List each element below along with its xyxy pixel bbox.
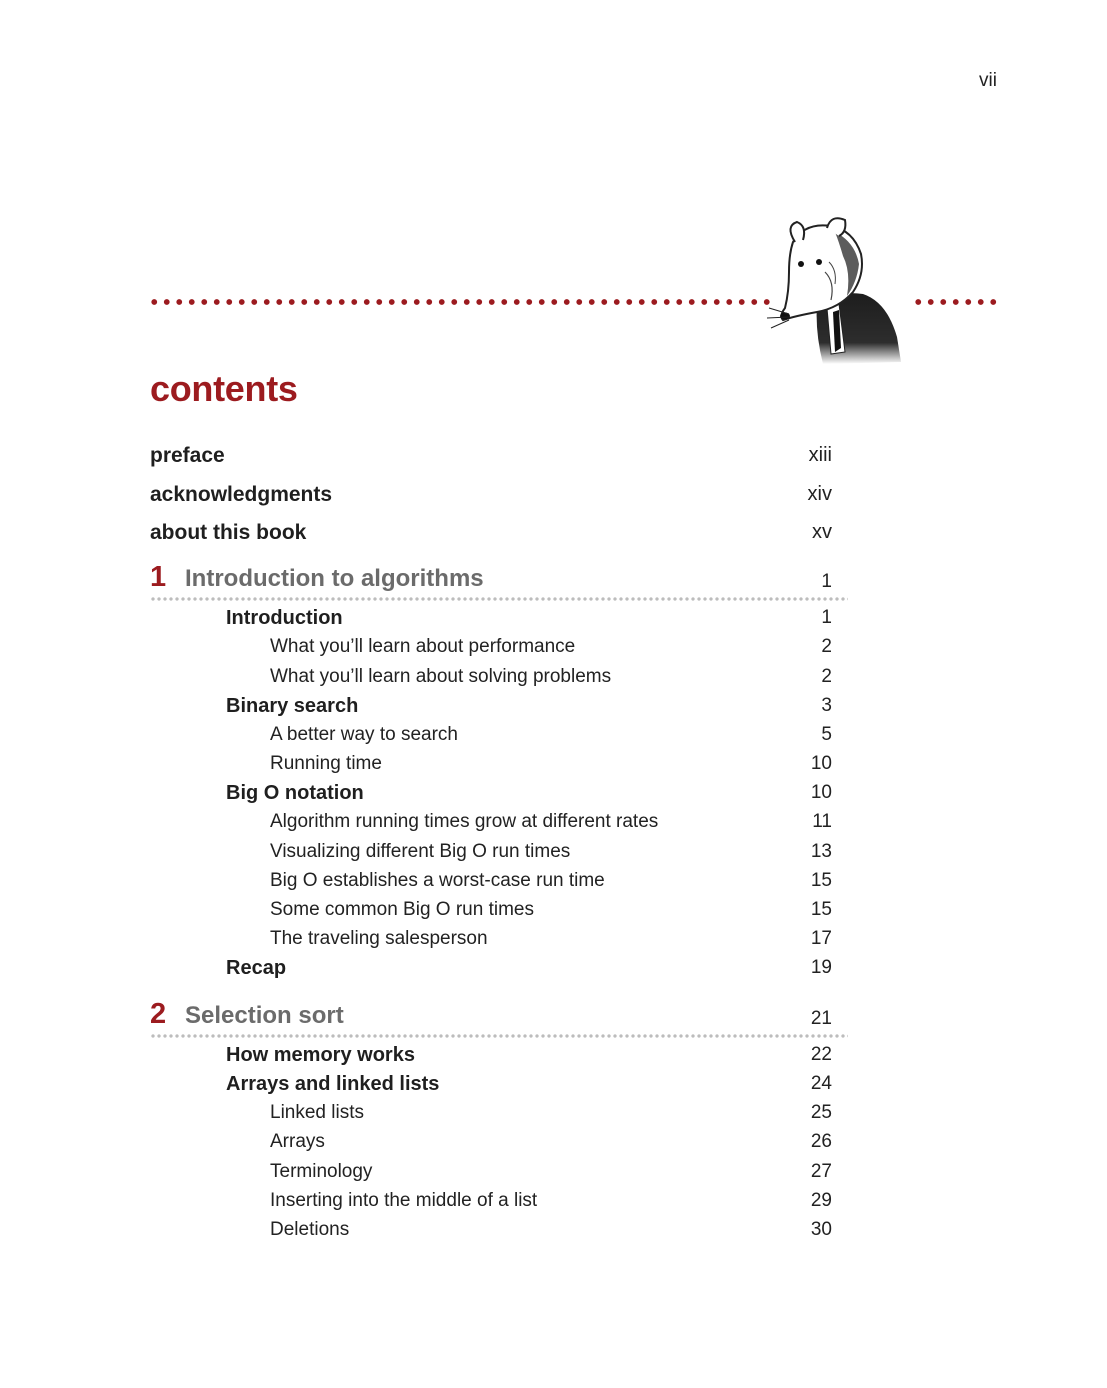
subsection-label: Running time	[270, 753, 382, 774]
section-page: 3	[821, 695, 832, 716]
toc-entry-label: about this book	[150, 521, 307, 544]
subsection-page: 2	[821, 666, 832, 687]
toc-section[interactable]	[0, 1071, 1107, 1101]
subsection-label: Linked lists	[270, 1102, 364, 1123]
subsection-label: Deletions	[270, 1219, 350, 1240]
subsection-page: 30	[810, 1219, 832, 1240]
subsection-label: Visualizing different Big O run times	[270, 841, 571, 862]
subsection-label: Algorithm running times grow at different rates	[270, 811, 659, 832]
toc-entry-page: xiii	[808, 444, 832, 466]
toc-subsection[interactable]	[0, 897, 1107, 927]
toc-subsection[interactable]	[0, 1188, 1107, 1218]
subsection-label: A better way to search	[270, 724, 458, 745]
chapter-page: 21	[810, 1008, 832, 1029]
toc-subsection[interactable]	[0, 664, 1107, 694]
toc-subsection[interactable]	[0, 839, 1107, 869]
toc-section[interactable]	[0, 955, 1107, 985]
section-label: Big O notation	[226, 782, 364, 804]
subsection-page: 13	[810, 841, 832, 862]
toc-entry-preface[interactable]	[0, 441, 1107, 471]
toc-subsection[interactable]	[0, 751, 1107, 781]
subsection-page: 2	[821, 636, 832, 657]
toc-section[interactable]	[0, 1042, 1107, 1072]
subsection-page: 5	[821, 724, 832, 745]
page-number: vii	[979, 70, 997, 91]
toc-subsection[interactable]	[0, 1100, 1107, 1130]
toc-entry-about-this-book[interactable]	[0, 518, 1107, 548]
subsection-page: 11	[812, 811, 832, 832]
section-label: Recap	[226, 957, 287, 979]
toc-subsection[interactable]	[0, 722, 1107, 752]
contents-heading: contents	[150, 368, 298, 409]
section-label: How memory works	[226, 1044, 415, 1066]
toc-subsection[interactable]	[0, 809, 1107, 839]
toc-subsection[interactable]	[0, 926, 1107, 956]
subsection-page: 17	[810, 928, 832, 949]
subsection-page: 27	[810, 1161, 832, 1182]
toc-section[interactable]	[0, 693, 1107, 723]
chapter-number: 2	[150, 998, 167, 1030]
toc-section[interactable]	[0, 780, 1107, 810]
toc-entry-acknowledgments[interactable]	[0, 480, 1107, 510]
subsection-label: What you’ll learn about performance	[270, 636, 576, 657]
toc-entry-page: xv	[812, 521, 832, 543]
section-label: Arrays and linked lists	[226, 1073, 440, 1095]
chapter-dotted-rule	[150, 597, 848, 601]
toc-entry-label: acknowledgments	[150, 483, 333, 506]
toc-entry-label: preface	[150, 444, 225, 467]
toc-subsection[interactable]	[0, 868, 1107, 898]
subsection-page: 10	[810, 753, 832, 774]
section-page: 22	[810, 1044, 832, 1065]
toc-subsection[interactable]	[0, 634, 1107, 664]
subsection-label: Arrays	[270, 1131, 325, 1152]
subsection-label: Big O establishes a worst-case run time	[270, 870, 605, 891]
toc-subsection[interactable]	[0, 1159, 1107, 1189]
chapter-title: Selection sort	[185, 1002, 344, 1029]
chapter-number: 1	[150, 561, 167, 593]
chapter-page: 1	[821, 571, 832, 592]
toc-chapter-1[interactable]	[0, 563, 1107, 593]
subsection-label: Some common Big O run times	[270, 899, 534, 920]
toc-subsection[interactable]	[0, 1217, 1107, 1247]
section-page: 10	[810, 782, 832, 803]
section-label: Binary search	[226, 695, 359, 717]
subsection-label: What you’ll learn about solving problems	[270, 666, 612, 687]
section-page: 24	[810, 1073, 832, 1094]
subsection-page: 25	[810, 1102, 832, 1123]
toc-subsection[interactable]	[0, 1129, 1107, 1159]
chapter-title: Introduction to algorithms	[185, 565, 484, 592]
section-page: 1	[821, 607, 832, 628]
subsection-page: 15	[810, 899, 832, 920]
subsection-page: 26	[810, 1131, 832, 1152]
subsection-page: 29	[810, 1190, 832, 1211]
chapter-dotted-rule	[150, 1034, 848, 1038]
subsection-label: Inserting into the middle of a list	[270, 1190, 538, 1211]
section-label: Introduction	[226, 607, 343, 629]
subsection-page: 15	[810, 870, 832, 891]
section-page: 19	[810, 957, 832, 978]
subsection-label: Terminology	[270, 1161, 373, 1182]
toc-chapter-2[interactable]	[0, 1000, 1107, 1030]
subsection-label: The traveling salesperson	[270, 928, 488, 949]
toc-section[interactable]	[0, 605, 1107, 635]
toc-entry-page: xiv	[807, 483, 832, 505]
